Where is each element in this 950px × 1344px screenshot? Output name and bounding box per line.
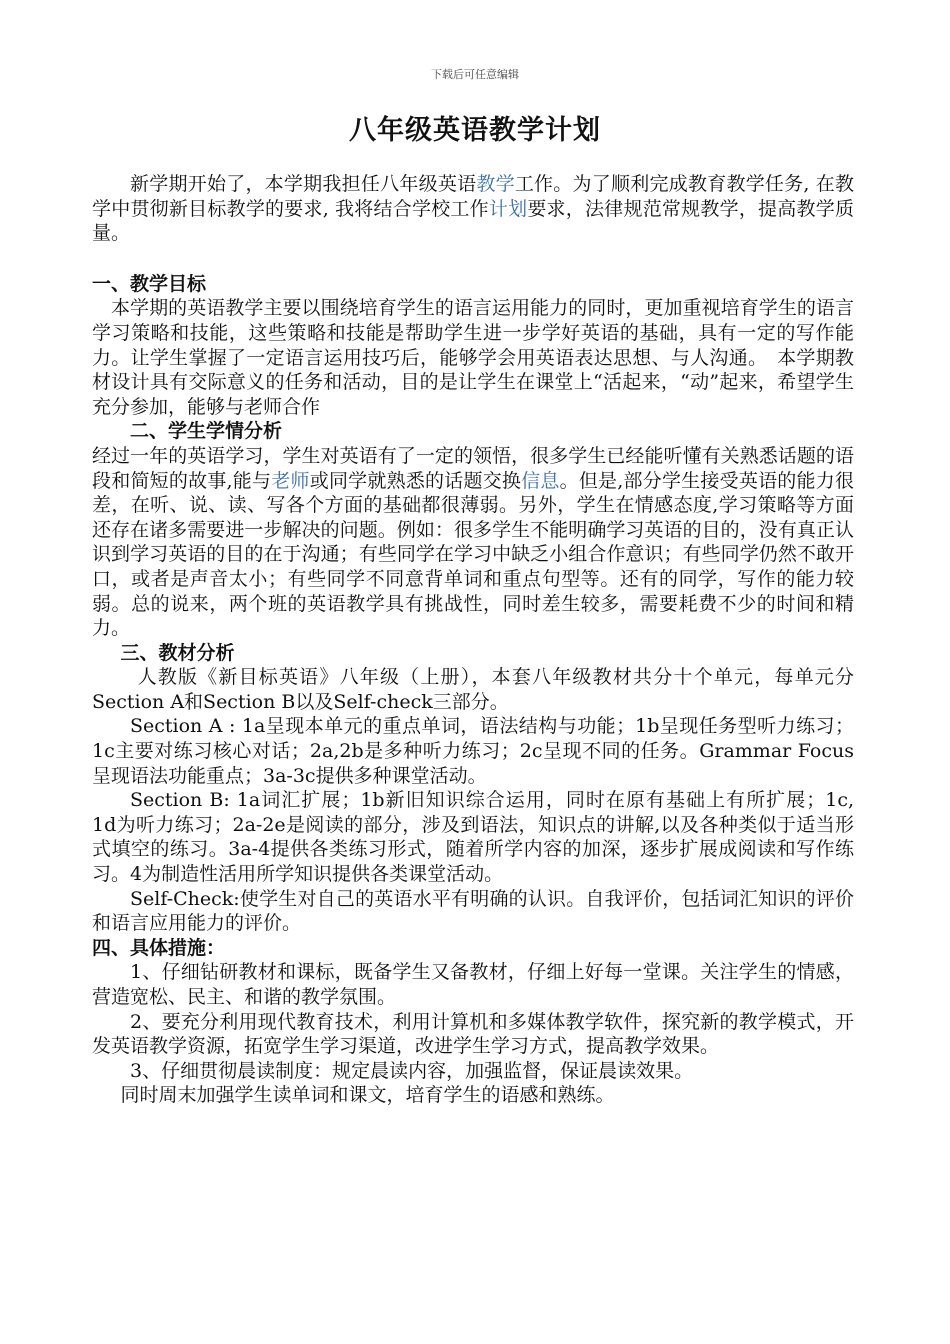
intro-text-2: 工作。为了顺利完成教育教学任务, 在教学中贯彻新目标教学的要求, 我将结合学校工作 — [92, 173, 854, 220]
link-laoshi[interactable]: 老师 — [271, 469, 310, 492]
section4-paragraph-2: 2、要充分利用现代教育技术，利用计算机和多媒体教学软件，探究新的教学模式，开发英语教学资源，拓宽学生学习渠道，改进学生学习方式，提高教学效果。 — [92, 1010, 854, 1058]
section4-paragraph-3: 3、仔细贯彻晨读制度：规定晨读内容，加强监督，保证晨读效果。 — [130, 1059, 694, 1082]
section3-paragraph-4: Self-Check:使学生对自己的英语水平有明确的认识。自我评价，包括词汇知识的评价和语言应用能力的评价。 — [92, 887, 854, 935]
section2-text-3: 。但是,部分学生接受英语的能力很差，在听、说、读、写各个方面的基础都很薄弱。另外，学生在情感态度,学习策略等方面还存在诸多需要进一步解决的问题。例如：很多学生不能明确学习英语的目的，没有真正认识到学习英语的目的在于沟通；有些同学在学习中缺乏小组合作意识；有些同学仍然不敢开口，或者是声音太小；有些同学不同意背单词和重点句型等。还有的同学，写作的能力较弱。总的说来，两个班的英语教学具有挑战性，同时差生较多，需要耗费不少的时间和精力。 — [92, 469, 854, 640]
section4-paragraph-1: 1、仔细钻研教材和课标，既备学生又备教材，仔细上好每一堂课。关注学生的情感，营造宽松、民主、和谐的教学氛围。 — [92, 961, 854, 1008]
intro-paragraph — [92, 172, 854, 246]
intro-text-3: 要求，法律规范常规教学，提高教学质量。 — [92, 197, 854, 245]
section3-paragraph-3: Section B: 1a词汇扩展；1b新旧知识综合运用，同时在原有基础上有所扩展；1c, 1d为听力练习；2a-2e是阅读的部分，涉及到语法，知识点的讲解,以及各种类似于适当形式填空的练习。3a-4提供各类练习形式，随着所学内容的加深，逐步扩展成阅读和写作练习。4为制造性活用所学知识提供各类课堂活动。 — [92, 789, 854, 886]
document-body — [92, 172, 854, 1108]
section3-heading: 三、教材分析 — [120, 641, 235, 664]
watermark: 下载后可任意编辑 — [431, 68, 519, 81]
link-xinxi[interactable]: 信息 — [521, 469, 560, 492]
section2-text-1: 经过一年的英语学习，学生对英语有了一定的领悟，很多学生已经能听懂有关熟悉话题的语段和简短的故事,能与 — [92, 444, 854, 492]
link-jihua[interactable]: 计划 — [488, 197, 528, 220]
section3-paragraph-1: 人教版《新目标英语》八年级（上册），本套八年级教材共分十个单元，每单元分Section A和Section B以及Self-check三部分。 — [92, 666, 854, 713]
link-jiaoxue[interactable]: 教学 — [476, 173, 515, 195]
section4-paragraph-4: 同时周末加强学生读单词和课文，培育学生的语感和熟练。 — [120, 1084, 615, 1107]
section3-paragraph-2: Section A : 1a呈现本单元的重点单词，语法结构与功能；1b呈现任务型听力练习；1c主要对练习核心对话；2a,2b是多种听力练习；2c呈现不同的任务。Grammar Focus 呈现语法功能重点；3a-3c提供多种课堂活动。 — [92, 715, 854, 787]
section2-text-2: 或同学就熟悉的话题交换 — [309, 469, 522, 492]
intro-text-1: 新学期开始了，本学期我担任八年级英语 — [130, 173, 477, 195]
section2-heading: 二、学生学情分析 — [130, 420, 283, 443]
section2-paragraph — [92, 444, 854, 641]
section1-paragraph: 本学期的英语教学主要以围绕培育学生的语言运用能力的同时，更加重视培育学生的语言学习策略和技能，这些策略和技能是帮助学生进一步学好英语的基础，具有一定的写作能力。让学生掌握了一定语言运用技巧后，能够学会用英语表达思想、与人沟通。 本学期教材设计具有交际意义的任务和活动，目的是让学生在课堂上“活起来，“动”起来，希望学生充分参加，能够与老师合作 — [92, 297, 854, 418]
page-title: 八年级英语教学计划 — [349, 115, 601, 146]
section1-heading: 一、教学目标 — [92, 272, 207, 295]
section4-heading: 四、具体措施： — [92, 936, 226, 959]
